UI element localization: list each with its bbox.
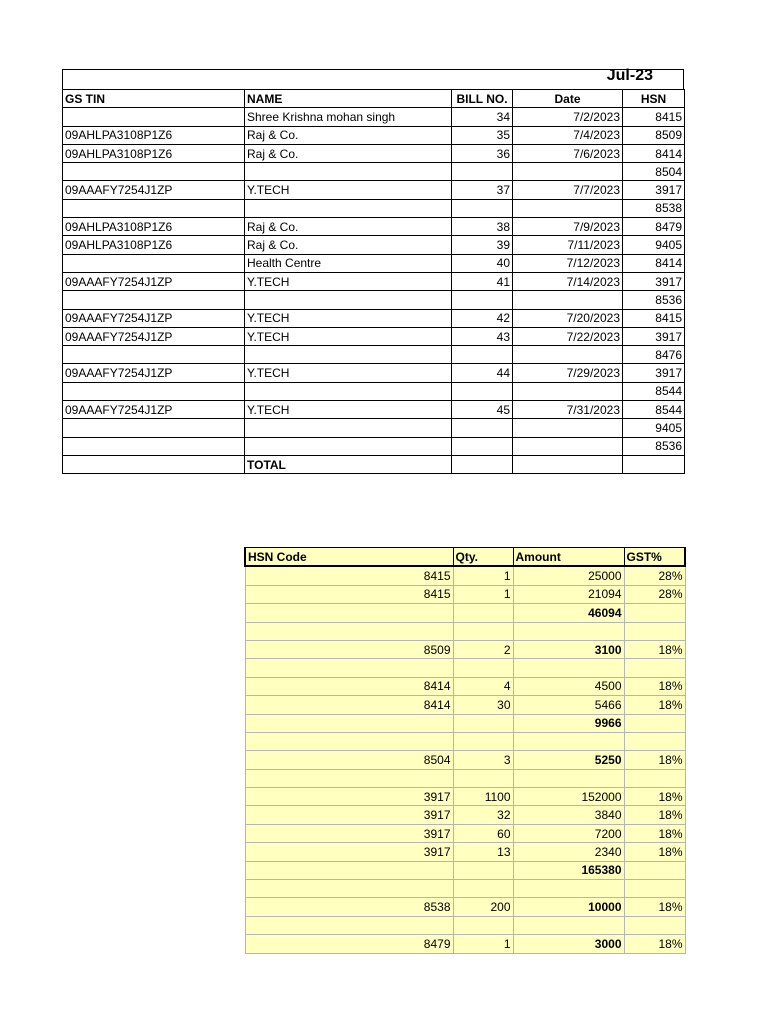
gstin-cell: 09AAAFY7254J1ZP bbox=[63, 181, 245, 199]
amount-cell bbox=[513, 916, 624, 934]
qty-cell: 2 bbox=[453, 640, 513, 658]
qty-cell: 4 bbox=[453, 677, 513, 695]
gstin-cell: 09AAAFY7254J1ZP bbox=[63, 401, 245, 419]
gst-cell bbox=[624, 916, 685, 934]
bill-row bbox=[63, 126, 685, 144]
gstin-cell bbox=[63, 254, 245, 272]
summary-row bbox=[245, 935, 685, 953]
gstin-cell: 09AAAFY7254J1ZP bbox=[63, 364, 245, 382]
summary-row bbox=[245, 732, 685, 750]
gstin-cell bbox=[63, 346, 245, 364]
hsn-code-cell: 3917 bbox=[245, 806, 453, 824]
qty-cell bbox=[453, 880, 513, 898]
header-qty: Qty. bbox=[453, 548, 513, 567]
amount-cell: 152000 bbox=[513, 788, 624, 806]
gstin-cell bbox=[63, 163, 245, 181]
gst-cell: 18% bbox=[624, 898, 685, 916]
bill-no-cell: 37 bbox=[452, 181, 513, 199]
name-cell: Shree Krishna mohan singh bbox=[245, 108, 452, 126]
date-cell: 7/12/2023 bbox=[513, 254, 623, 272]
qty-cell: 1 bbox=[453, 585, 513, 603]
gst-cell: 18% bbox=[624, 806, 685, 824]
date-cell bbox=[513, 346, 623, 364]
summary-row bbox=[245, 788, 685, 806]
gst-cell bbox=[624, 659, 685, 677]
amount-cell: 5466 bbox=[513, 696, 624, 714]
bill-no-cell: 40 bbox=[452, 254, 513, 272]
hsn-code-cell bbox=[245, 714, 453, 732]
hsn-cell: 8504 bbox=[623, 163, 685, 181]
qty-cell: 13 bbox=[453, 843, 513, 861]
hsn-code-cell: 8509 bbox=[245, 640, 453, 658]
gstin-cell: 09AAAFY7254J1ZP bbox=[63, 327, 245, 345]
summary-row bbox=[245, 604, 685, 622]
bill-no-cell: 39 bbox=[452, 236, 513, 254]
summary-row bbox=[245, 916, 685, 934]
qty-cell: 32 bbox=[453, 806, 513, 824]
amount-cell: 3840 bbox=[513, 806, 624, 824]
summary-row bbox=[245, 843, 685, 861]
hsn-cell: 8509 bbox=[623, 126, 685, 144]
hsn-cell: 8544 bbox=[623, 382, 685, 400]
name-cell bbox=[245, 346, 452, 364]
amount-cell: 3000 bbox=[513, 935, 624, 953]
date-cell bbox=[513, 163, 623, 181]
bill-row bbox=[63, 218, 685, 236]
summary-row bbox=[245, 824, 685, 842]
amount-cell: 5250 bbox=[513, 751, 624, 769]
date-cell bbox=[513, 437, 623, 455]
bill-row bbox=[63, 346, 685, 364]
name-cell: Raj & Co. bbox=[245, 218, 452, 236]
summary-row bbox=[245, 806, 685, 824]
qty-cell: 3 bbox=[453, 751, 513, 769]
name-cell: Y.TECH bbox=[245, 327, 452, 345]
bill-no-cell bbox=[452, 291, 513, 309]
bill-row bbox=[63, 291, 685, 309]
gst-cell: 18% bbox=[624, 751, 685, 769]
summary-row bbox=[245, 640, 685, 658]
gst-cell bbox=[624, 732, 685, 750]
qty-cell bbox=[453, 916, 513, 934]
bill-no-cell bbox=[452, 346, 513, 364]
hsn-code-cell bbox=[245, 880, 453, 898]
amount-cell: 9966 bbox=[513, 714, 624, 732]
qty-cell: 60 bbox=[453, 824, 513, 842]
summary-row bbox=[245, 769, 685, 787]
gst-cell bbox=[624, 604, 685, 622]
hsn-cell: 8536 bbox=[623, 291, 685, 309]
name-cell: Y.TECH bbox=[245, 364, 452, 382]
bill-row bbox=[63, 401, 685, 419]
hsn-summary bbox=[244, 547, 684, 954]
hsn-code-cell bbox=[245, 659, 453, 677]
bill-row bbox=[63, 419, 685, 437]
hsn-cell bbox=[623, 455, 685, 473]
gst-cell bbox=[624, 769, 685, 787]
summary-row bbox=[245, 622, 685, 640]
gst-cell bbox=[624, 880, 685, 898]
qty-cell bbox=[453, 659, 513, 677]
header-hsn: HSN bbox=[623, 90, 685, 108]
amount-cell bbox=[513, 732, 624, 750]
bill-row bbox=[63, 163, 685, 181]
header-amount: Amount bbox=[513, 548, 624, 567]
date-cell: 7/14/2023 bbox=[513, 272, 623, 290]
date-cell: 7/7/2023 bbox=[513, 181, 623, 199]
hsn-cell: 8476 bbox=[623, 346, 685, 364]
bill-row bbox=[63, 181, 685, 199]
qty-cell bbox=[453, 622, 513, 640]
name-cell bbox=[245, 437, 452, 455]
name-cell: Health Centre bbox=[245, 254, 452, 272]
name-cell bbox=[245, 419, 452, 437]
bill-no-cell: 42 bbox=[452, 309, 513, 327]
name-cell: Y.TECH bbox=[245, 309, 452, 327]
name-cell bbox=[245, 163, 452, 181]
bill-no-cell: 45 bbox=[452, 401, 513, 419]
hsn-cell: 3917 bbox=[623, 364, 685, 382]
gst-cell: 28% bbox=[624, 566, 685, 585]
hsn-cell: 8414 bbox=[623, 254, 685, 272]
name-cell: Raj & Co. bbox=[245, 126, 452, 144]
gstin-cell bbox=[63, 437, 245, 455]
hsn-cell: 8544 bbox=[623, 401, 685, 419]
hsn-cell: 3917 bbox=[623, 327, 685, 345]
hsn-code-cell: 3917 bbox=[245, 824, 453, 842]
date-cell bbox=[513, 455, 623, 473]
bill-row bbox=[63, 309, 685, 327]
header-gst: GST% bbox=[624, 548, 685, 567]
gstin-cell: 09AAAFY7254J1ZP bbox=[63, 309, 245, 327]
bill-row bbox=[63, 382, 685, 400]
hsn-code-cell: 3917 bbox=[245, 843, 453, 861]
gstin-cell: 09AAAFY7254J1ZP bbox=[63, 272, 245, 290]
gstin-cell bbox=[63, 108, 245, 126]
month-title: Jul-23 bbox=[606, 67, 653, 84]
bill-no-cell: 36 bbox=[452, 144, 513, 162]
hsn-code-cell bbox=[245, 732, 453, 750]
gstin-cell bbox=[63, 419, 245, 437]
qty-cell: 30 bbox=[453, 696, 513, 714]
hsn-code-cell: 8415 bbox=[245, 566, 453, 585]
hsn-code-cell bbox=[245, 861, 453, 879]
bills-sheet bbox=[62, 69, 684, 474]
hsn-cell: 8479 bbox=[623, 218, 685, 236]
gstin-cell: 09AHLPA3108P1Z6 bbox=[63, 144, 245, 162]
qty-cell bbox=[453, 714, 513, 732]
bill-row bbox=[63, 236, 685, 254]
amount-cell: 21094 bbox=[513, 585, 624, 603]
summary-row bbox=[245, 898, 685, 916]
name-cell bbox=[245, 382, 452, 400]
gst-cell: 18% bbox=[624, 640, 685, 658]
summary-row bbox=[245, 566, 685, 585]
name-cell: Raj & Co. bbox=[245, 144, 452, 162]
gstin-cell: 09AHLPA3108P1Z6 bbox=[63, 218, 245, 236]
hsn-code-cell: 3917 bbox=[245, 788, 453, 806]
hsn-cell: 9405 bbox=[623, 419, 685, 437]
gst-cell: 18% bbox=[624, 696, 685, 714]
hsn-code-cell: 8538 bbox=[245, 898, 453, 916]
gst-cell: 18% bbox=[624, 935, 685, 953]
header-gstin: GS TIN bbox=[63, 90, 245, 108]
amount-cell: 7200 bbox=[513, 824, 624, 842]
qty-cell: 1 bbox=[453, 935, 513, 953]
bill-no-cell: 43 bbox=[452, 327, 513, 345]
date-cell: 7/6/2023 bbox=[513, 144, 623, 162]
date-cell: 7/4/2023 bbox=[513, 126, 623, 144]
bill-no-cell bbox=[452, 437, 513, 455]
date-cell bbox=[513, 291, 623, 309]
summary-row bbox=[245, 677, 685, 695]
hsn-code-cell: 8414 bbox=[245, 677, 453, 695]
bill-no-cell: 34 bbox=[452, 108, 513, 126]
bill-row bbox=[63, 272, 685, 290]
amount-cell: 46094 bbox=[513, 604, 624, 622]
hsn-code-cell bbox=[245, 622, 453, 640]
date-cell bbox=[513, 382, 623, 400]
name-cell: Raj & Co. bbox=[245, 236, 452, 254]
bill-no-cell bbox=[452, 382, 513, 400]
amount-cell: 165380 bbox=[513, 861, 624, 879]
gst-cell: 18% bbox=[624, 788, 685, 806]
hsn-code-cell: 8504 bbox=[245, 751, 453, 769]
name-cell bbox=[245, 291, 452, 309]
hsn-cell: 8415 bbox=[623, 309, 685, 327]
summary-header-row bbox=[245, 548, 685, 567]
name-cell bbox=[245, 199, 452, 217]
gstin-cell bbox=[63, 199, 245, 217]
bill-row bbox=[63, 108, 685, 126]
amount-cell: 3100 bbox=[513, 640, 624, 658]
bills-table bbox=[62, 89, 685, 474]
bill-row bbox=[63, 144, 685, 162]
summary-row bbox=[245, 751, 685, 769]
name-cell: Y.TECH bbox=[245, 401, 452, 419]
gst-cell: 28% bbox=[624, 585, 685, 603]
bill-no-cell: 44 bbox=[452, 364, 513, 382]
hsn-cell: 8536 bbox=[623, 437, 685, 455]
gstin-cell: 09AHLPA3108P1Z6 bbox=[63, 126, 245, 144]
header-date: Date bbox=[513, 90, 623, 108]
gst-cell bbox=[624, 861, 685, 879]
date-cell bbox=[513, 199, 623, 217]
gst-cell bbox=[624, 622, 685, 640]
bill-no-cell: 41 bbox=[452, 272, 513, 290]
bill-row bbox=[63, 455, 685, 473]
hsn-cell: 8415 bbox=[623, 108, 685, 126]
name-cell: TOTAL bbox=[245, 455, 452, 473]
qty-cell: 200 bbox=[453, 898, 513, 916]
summary-row bbox=[245, 696, 685, 714]
date-cell: 7/11/2023 bbox=[513, 236, 623, 254]
hsn-code-cell: 8479 bbox=[245, 935, 453, 953]
amount-cell bbox=[513, 880, 624, 898]
hsn-cell: 8414 bbox=[623, 144, 685, 162]
hsn-code-cell bbox=[245, 769, 453, 787]
hsn-cell: 3917 bbox=[623, 272, 685, 290]
summary-row bbox=[245, 880, 685, 898]
name-cell: Y.TECH bbox=[245, 181, 452, 199]
header-bill-no: BILL NO. bbox=[452, 90, 513, 108]
gst-cell bbox=[624, 714, 685, 732]
amount-cell: 2340 bbox=[513, 843, 624, 861]
bill-row bbox=[63, 364, 685, 382]
date-cell: 7/2/2023 bbox=[513, 108, 623, 126]
date-cell: 7/31/2023 bbox=[513, 401, 623, 419]
gst-cell: 18% bbox=[624, 843, 685, 861]
qty-cell: 1100 bbox=[453, 788, 513, 806]
bill-no-cell bbox=[452, 199, 513, 217]
bill-row bbox=[63, 199, 685, 217]
name-cell: Y.TECH bbox=[245, 272, 452, 290]
qty-cell bbox=[453, 769, 513, 787]
bill-no-cell bbox=[452, 455, 513, 473]
bill-no-cell bbox=[452, 163, 513, 181]
header-hsn-code: HSN Code bbox=[245, 548, 453, 567]
summary-row bbox=[245, 659, 685, 677]
hsn-code-cell: 8415 bbox=[245, 585, 453, 603]
gstin-cell bbox=[63, 455, 245, 473]
month-row bbox=[62, 69, 684, 89]
amount-cell bbox=[513, 769, 624, 787]
hsn-code-cell bbox=[245, 916, 453, 934]
bill-row bbox=[63, 327, 685, 345]
summary-row bbox=[245, 714, 685, 732]
hsn-summary-table bbox=[244, 547, 686, 954]
hsn-cell: 3917 bbox=[623, 181, 685, 199]
date-cell: 7/20/2023 bbox=[513, 309, 623, 327]
summary-row bbox=[245, 861, 685, 879]
qty-cell bbox=[453, 861, 513, 879]
bill-no-cell bbox=[452, 419, 513, 437]
qty-cell bbox=[453, 732, 513, 750]
amount-cell bbox=[513, 659, 624, 677]
qty-cell bbox=[453, 604, 513, 622]
gst-cell: 18% bbox=[624, 824, 685, 842]
date-cell: 7/9/2023 bbox=[513, 218, 623, 236]
bill-no-cell: 38 bbox=[452, 218, 513, 236]
hsn-code-cell: 8414 bbox=[245, 696, 453, 714]
summary-row bbox=[245, 585, 685, 603]
amount-cell: 10000 bbox=[513, 898, 624, 916]
hsn-cell: 8538 bbox=[623, 199, 685, 217]
bill-row bbox=[63, 254, 685, 272]
bill-no-cell: 35 bbox=[452, 126, 513, 144]
gstin-cell bbox=[63, 382, 245, 400]
date-cell: 7/29/2023 bbox=[513, 364, 623, 382]
bills-header-row bbox=[63, 90, 685, 108]
amount-cell: 25000 bbox=[513, 566, 624, 585]
date-cell bbox=[513, 419, 623, 437]
gstin-cell bbox=[63, 291, 245, 309]
gst-cell: 18% bbox=[624, 677, 685, 695]
hsn-code-cell bbox=[245, 604, 453, 622]
gstin-cell: 09AHLPA3108P1Z6 bbox=[63, 236, 245, 254]
date-cell: 7/22/2023 bbox=[513, 327, 623, 345]
bill-row bbox=[63, 437, 685, 455]
amount-cell: 4500 bbox=[513, 677, 624, 695]
hsn-cell: 9405 bbox=[623, 236, 685, 254]
amount-cell bbox=[513, 622, 624, 640]
qty-cell: 1 bbox=[453, 566, 513, 585]
header-name: NAME bbox=[245, 90, 452, 108]
